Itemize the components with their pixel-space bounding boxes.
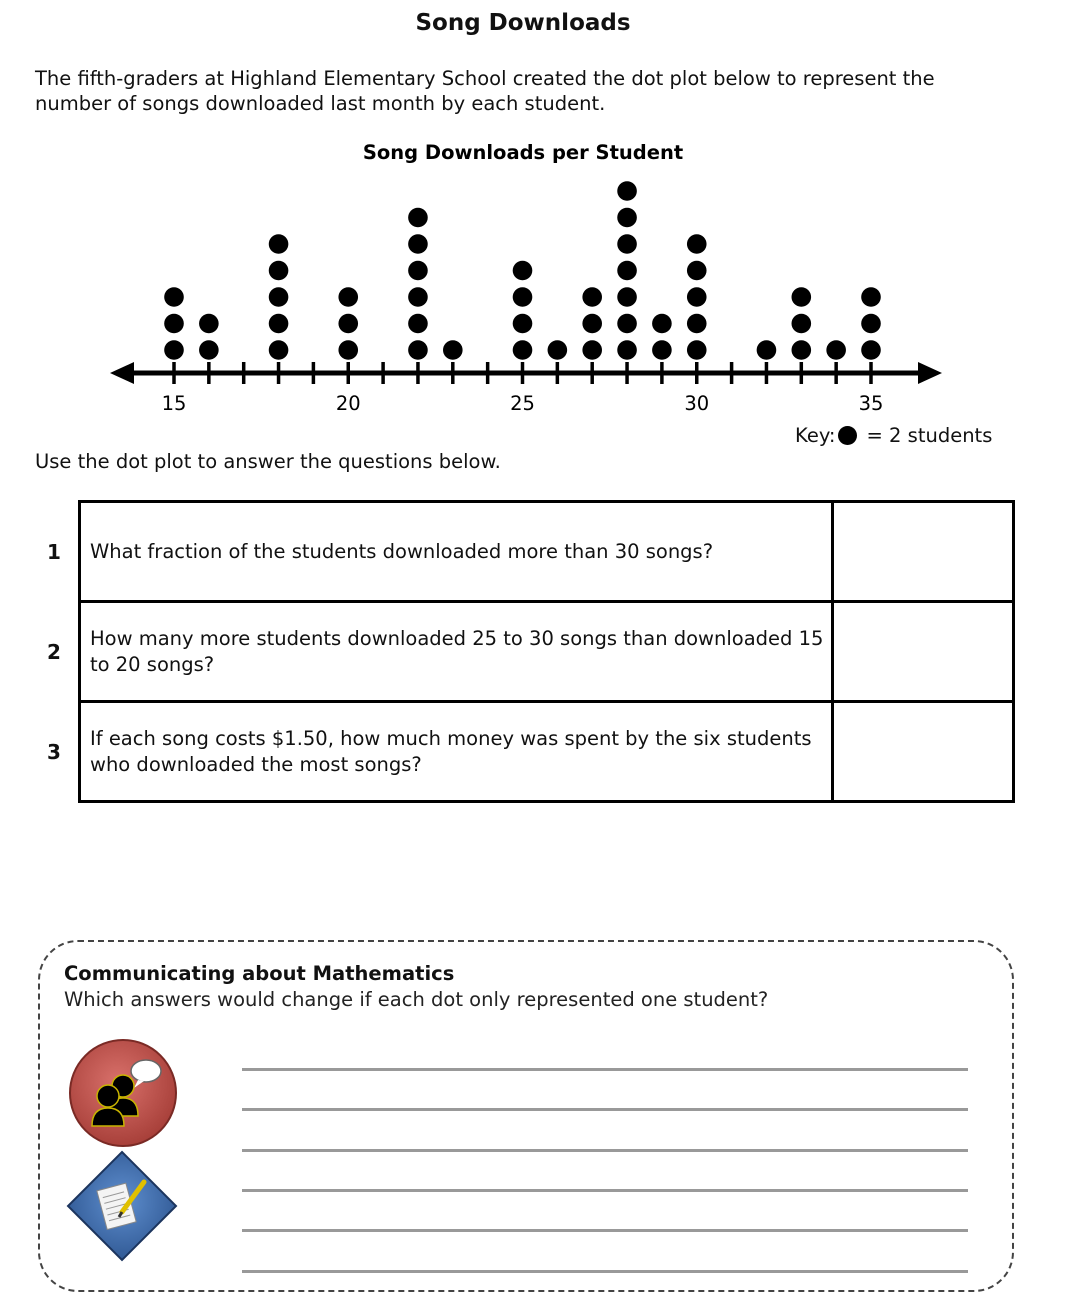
dot-22-5 — [408, 234, 428, 254]
key-dot-icon — [838, 426, 857, 445]
dot-22-2 — [408, 314, 428, 334]
dot-28-2 — [617, 314, 637, 334]
dot-29-1 — [652, 340, 672, 360]
tick-label: 30 — [684, 392, 710, 415]
intro-paragraph: The fifth-graders at Highland Elementary School created the dot plot below to represent the number of songs downloaded last month by each student. — [35, 67, 935, 115]
dot-28-1 — [617, 340, 637, 360]
dot-15-2 — [164, 314, 184, 334]
writing-icon — [66, 1150, 178, 1262]
dot-28-7 — [617, 181, 637, 201]
dot-16-1 — [199, 340, 219, 360]
key-meaning: = 2 students — [866, 424, 993, 447]
question-text: How many more students downloaded 25 to 30 songs than downloaded 15 to 20 songs? — [80, 602, 833, 702]
answer-box[interactable] — [833, 502, 1014, 602]
dot-28-4 — [617, 261, 637, 281]
answer-line[interactable] — [242, 1108, 968, 1111]
dot-27-3 — [582, 287, 602, 307]
dot-27-1 — [582, 340, 602, 360]
dot-30-4 — [687, 261, 707, 281]
dot-27-2 — [582, 314, 602, 334]
dot-29-2 — [652, 314, 672, 334]
chart-title: Song Downloads per Student — [362, 141, 684, 164]
dot-18-4 — [269, 261, 289, 281]
dot-33-2 — [792, 314, 812, 334]
question-number: 3 — [47, 739, 61, 764]
dot-23-1 — [443, 340, 463, 360]
dot-plot — [0, 135, 1090, 455]
dot-35-3 — [861, 287, 881, 307]
answer-box[interactable] — [833, 602, 1014, 702]
dot-22-6 — [408, 208, 428, 228]
dots — [164, 181, 881, 360]
dot-25-3 — [513, 287, 533, 307]
question-row — [30, 502, 1014, 602]
dot-25-2 — [513, 314, 533, 334]
dot-30-1 — [687, 340, 707, 360]
legend-key — [795, 424, 992, 447]
dot-22-3 — [408, 287, 428, 307]
questions-table — [30, 500, 1015, 803]
dot-25-4 — [513, 261, 533, 281]
dot-30-2 — [687, 314, 707, 334]
dot-25-1 — [513, 340, 533, 360]
question-text: What fraction of the students downloaded more than 30 songs? — [80, 502, 833, 602]
instructions: Use the dot plot to answer the questions below. — [35, 450, 501, 473]
question-row — [30, 702, 1014, 802]
dot-28-6 — [617, 208, 637, 228]
left-arrow-icon — [110, 362, 134, 384]
tick-label: 25 — [510, 392, 535, 415]
dot-30-3 — [687, 287, 707, 307]
dot-plot-svg — [0, 135, 1090, 455]
dot-15-1 — [164, 340, 184, 360]
dot-28-3 — [617, 287, 637, 307]
answer-line[interactable] — [242, 1229, 968, 1232]
dot-18-2 — [269, 314, 289, 334]
dot-15-3 — [164, 287, 184, 307]
communicating-question: Which answers would change if each dot only represented one student? — [64, 988, 769, 1011]
dot-34-1 — [826, 340, 846, 360]
answer-box[interactable] — [833, 702, 1014, 802]
tick-label: 15 — [161, 392, 187, 415]
dot-35-2 — [861, 314, 881, 334]
tick-label: 20 — [335, 392, 361, 415]
dot-20-1 — [338, 340, 358, 360]
question-text: If each song costs $1.50, how much money was spent by the six students who downloaded the most songs? — [80, 702, 833, 802]
dot-18-1 — [269, 340, 289, 360]
tick-label: 35 — [858, 392, 884, 415]
answer-line[interactable] — [242, 1068, 968, 1071]
question-number: 1 — [47, 539, 61, 564]
question-number: 2 — [47, 639, 61, 664]
dot-32-1 — [757, 340, 777, 360]
key-label: Key: — [795, 424, 836, 447]
dot-22-1 — [408, 340, 428, 360]
page-title: Song Downloads — [415, 10, 631, 36]
dot-33-3 — [792, 287, 812, 307]
x-axis — [110, 362, 942, 415]
dot-20-3 — [338, 287, 358, 307]
dot-16-2 — [199, 314, 219, 334]
discussion-icon — [68, 1038, 178, 1148]
dot-22-4 — [408, 261, 428, 281]
dot-35-1 — [861, 340, 881, 360]
communicating-title: Communicating about Mathematics — [64, 962, 455, 985]
right-arrow-icon — [918, 362, 942, 384]
dot-18-5 — [269, 234, 289, 254]
question-row — [30, 602, 1014, 702]
dot-33-1 — [792, 340, 812, 360]
dot-20-2 — [338, 314, 358, 334]
answer-line[interactable] — [242, 1270, 968, 1273]
dot-30-5 — [687, 234, 707, 254]
dot-18-3 — [269, 287, 289, 307]
dot-26-1 — [548, 340, 568, 360]
dot-28-5 — [617, 234, 637, 254]
answer-line[interactable] — [242, 1149, 968, 1152]
answer-line[interactable] — [242, 1189, 968, 1192]
